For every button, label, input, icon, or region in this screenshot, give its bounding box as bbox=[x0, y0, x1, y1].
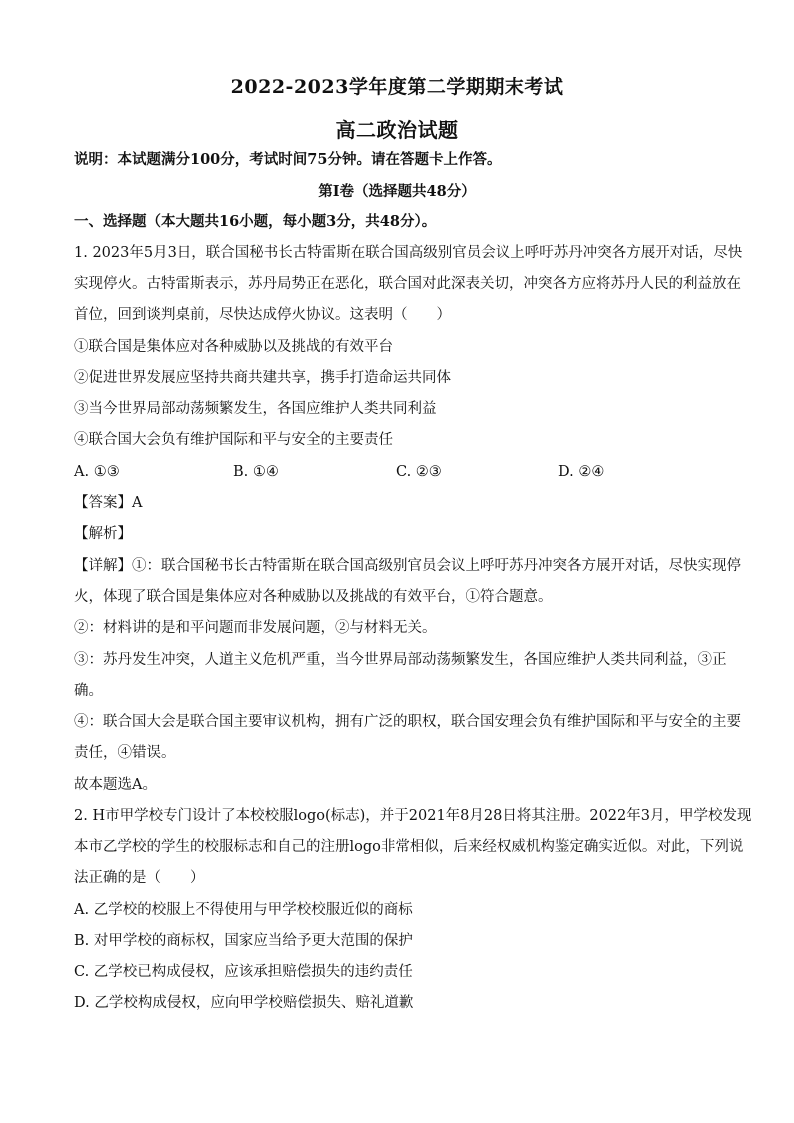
q1-stem-line: 1. 2023年5月3日，联合国秘书长古特雷斯在联合国高级别官员会议上呼吁苏丹冲突各方展开对话，尽快 bbox=[74, 245, 743, 261]
q1-detail-line: 【详解】①：联合国秘书长古特雷斯在联合国高级别官员会议上呼吁苏丹冲突各方展开对话，尽快实现停 bbox=[74, 558, 741, 574]
q1-conclusion: 故本题选A。 bbox=[74, 777, 157, 793]
q1-analysis-label: 【解析】 bbox=[74, 526, 132, 542]
exam-title: 2022-2023学年度第二学期期末考试 bbox=[230, 76, 564, 98]
q2-stem-line: 法正确的是（ ） bbox=[74, 870, 205, 886]
q1-option-d: D. ②④ bbox=[558, 464, 605, 480]
q2-option-c: C. 乙学校已构成侵权，应该承担赔偿损失的违约责任 bbox=[74, 964, 413, 980]
part-heading: 一、选择题（本大题共16小题，每小题3分，共48分）。 bbox=[74, 213, 437, 230]
section-title: 第Ⅰ卷（选择题共48分） bbox=[318, 183, 476, 200]
q1-detail-line: ④：联合国大会是联合国主要审议机构，拥有广泛的职权，联合国安理会负有维护国际和平与安全的主要 bbox=[74, 714, 741, 730]
q1-detail-line: ②：材料讲的是和平问题而非发展问题，②与材料无关。 bbox=[74, 620, 437, 636]
exam-subtitle: 高二政治试题 bbox=[335, 118, 459, 142]
q1-option-a: A. ①③ bbox=[74, 464, 120, 480]
instructions: 说明：本试题满分100分，考试时间75分钟。请在答题卡上作答。 bbox=[74, 151, 502, 168]
q1-statement: ①联合国是集体应对各种威胁以及挑战的有效平台 bbox=[74, 339, 393, 355]
q2-option-d: D. 乙学校构成侵权，应向甲学校赔偿损失、赔礼道歉 bbox=[74, 995, 414, 1011]
q1-answer: 【答案】A bbox=[74, 495, 143, 511]
q1-detail-line: ③：苏丹发生冲突，人道主义危机严重，当今世界局部动荡频繁发生，各国应维护人类共同利益，③正 bbox=[74, 652, 727, 668]
q1-option-c: C. ②③ bbox=[396, 464, 442, 480]
q2-stem-line: 本市乙学校的学生的校服标志和自己的注册logo非常相似，后来经权威机构鉴定确实近似。对此，下列说 bbox=[74, 839, 744, 855]
q1-detail-line: 确。 bbox=[74, 683, 103, 699]
q2-option-a: A. 乙学校的校服上不得使用与甲学校校服近似的商标 bbox=[74, 902, 413, 918]
q1-detail-line: 责任，④错误。 bbox=[74, 745, 176, 761]
q1-stem-line: 实现停火。古特雷斯表示，苏丹局势正在恶化，联合国对此深表关切，冲突各方应将苏丹人民的利益放在 bbox=[74, 276, 741, 292]
q2-option-b: B. 对甲学校的商标权，国家应当给予更大范围的保护 bbox=[74, 933, 413, 949]
q1-option-b: B. ①④ bbox=[233, 464, 279, 480]
q1-statement: ②促进世界发展应坚持共商共建共享，携手打造命运共同体 bbox=[74, 370, 451, 386]
q1-statement: ④联合国大会负有维护国际和平与安全的主要责任 bbox=[74, 432, 393, 448]
q1-detail-line: 火，体现了联合国是集体应对各种威胁以及挑战的有效平台，①符合题意。 bbox=[74, 589, 553, 605]
q1-statement: ③当今世界局部动荡频繁发生，各国应维护人类共同利益 bbox=[74, 401, 437, 417]
q1-stem-line: 首位，回到谈判桌前，尽快达成停火协议。这表明（ ） bbox=[74, 307, 451, 323]
q2-stem-line: 2. H市甲学校专门设计了本校校服logo(标志)，并于2021年8月28日将其注册。2022年3月，甲学校发现 bbox=[74, 808, 752, 824]
